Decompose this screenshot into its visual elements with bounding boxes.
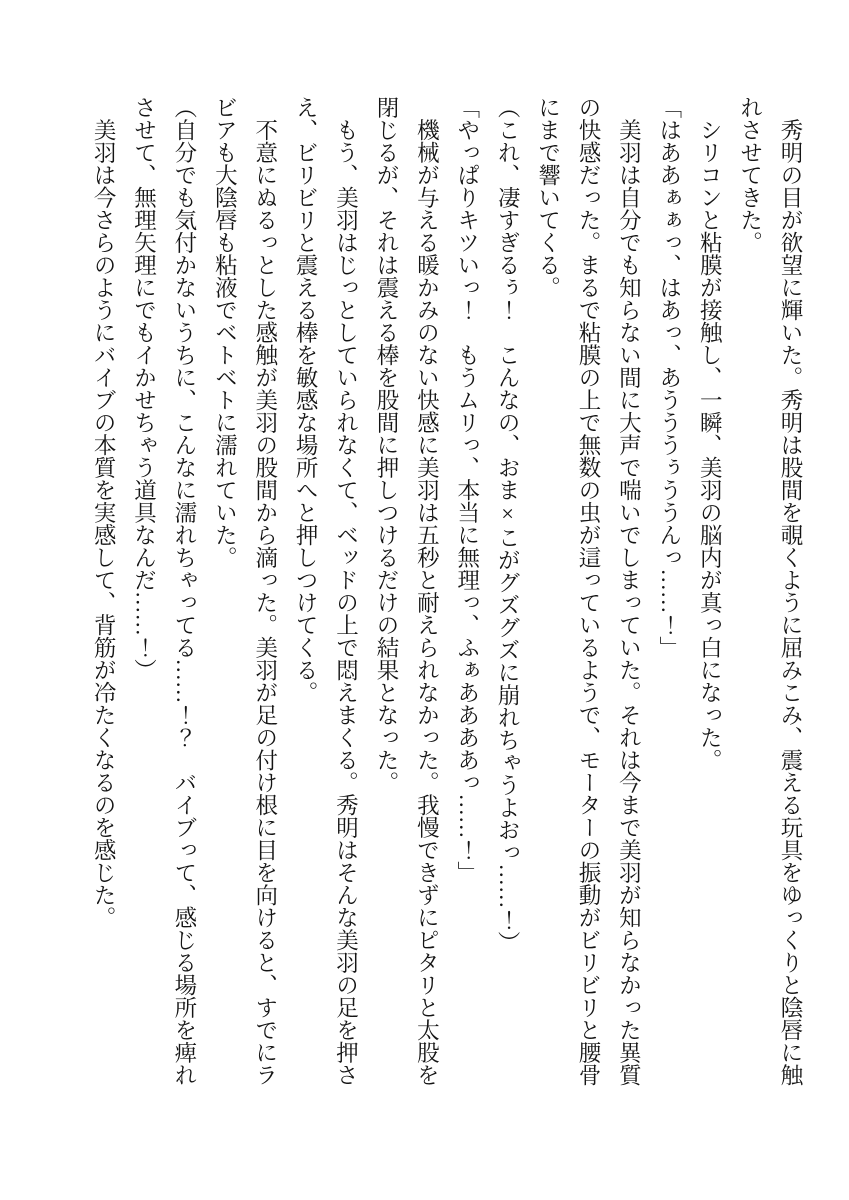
paragraph: 「やっぱりキツいっ！ もうムリっ、本当に無理っ、ふぁああああっ……！」 (454, 96, 480, 884)
paragraph: 機械が与える暖かみのない快感に美羽は五秒と耐えられなかった。我慢できずにピタリと太股を閉じるが、それは震える棒を股間に押しつけるだけの結果となった。 (373, 96, 440, 1086)
paragraph: 秀明の目が欲望に輝いた。秀明は股間を覗くように屈みこみ、震える玩具をゆっくりと陰唇に触れさせてきた。 (737, 96, 803, 1086)
paragraph: （これ、凄すぎるぅ！ こんなの、おま×こがグズグズに崩れちゃうよおっ……！） (495, 96, 521, 954)
vertical-text-block (83, 96, 810, 1096)
paragraph: シリコンと粘膜が接触し、一瞬、美羽の脳内が真っ白になった。 (697, 96, 723, 771)
paragraph: 不意にぬるっとした感触が美羽の股間から滴った。美羽が足の付け根に目を向けると、すでにラビアも大陰唇も粘液でベトベトに濡れていた。 (212, 96, 278, 1086)
paragraph: もう、美羽はじっとしていられなくて、ベッドの上で悶えまくる。秀明はそんな美羽の足を押さえ、ビリビリと震える棒を敏感な場所へと押しつけてくる。 (293, 96, 359, 1086)
paragraph: 「はああぁぁっ、はあっ、あうううぅううんっ……！」 (656, 96, 682, 659)
paragraph: （自分でも気付かないうちに、こんなに濡れちゃってる……！？ バイブって、感じる場所を痺れさせて、無理矢理にでもイかせちゃう道具なんだ……！） (131, 96, 197, 1086)
paragraph: 美羽は今さらのようにバイブの本質を実感して、背筋が冷たくなるのを感じた。 (91, 96, 117, 929)
paragraph: 美羽は自分でも知らない間に大声で喘いでしまっていた。それは今まで美羽が知らなかった異質の快感だった。まるで粘膜の上で無数の虫が這っているようで、モーターの振動がビリビリと腰骨にまで響いてくる。 (535, 96, 642, 1086)
